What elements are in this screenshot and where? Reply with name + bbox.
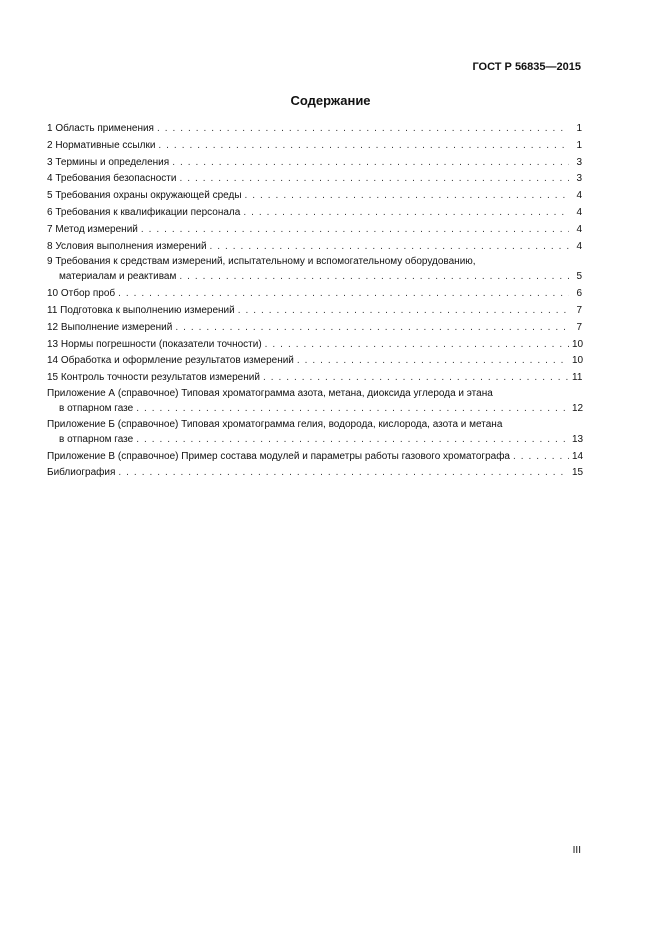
toc-entry-title: 12 Выполнение измерений (47, 321, 173, 333)
toc-entry-title: 14 Обработка и оформление результатов измерений (47, 355, 294, 367)
page-number: III (572, 845, 581, 856)
dot-leader (141, 222, 569, 239)
toc-page-number: 4 (576, 223, 582, 235)
dot-leader (210, 239, 569, 256)
toc-page-number: 1 (576, 123, 582, 134)
dot-leader (157, 121, 569, 138)
toc-page-number: 4 (576, 240, 582, 252)
toc-entry-title: 4 Требования безопасности (47, 173, 177, 185)
toc-entry-title: 15 Контроль точности результатов измерений (47, 372, 260, 384)
dot-leader (136, 432, 569, 449)
toc-page-number: 3 (576, 156, 582, 168)
toc-entry-title: 5 Требования охраны окружающей среды (47, 190, 242, 202)
toc-entry[interactable] (47, 353, 582, 370)
dot-leader (245, 188, 569, 205)
toc-entry[interactable] (47, 303, 582, 320)
toc-page-number: 12 (572, 402, 584, 414)
toc-entry-title: 1 Область применения (47, 123, 154, 134)
toc-entry[interactable] (47, 465, 582, 482)
toc-entry[interactable] (47, 121, 582, 138)
toc-entry[interactable] (47, 320, 582, 337)
toc-page-number: 13 (572, 433, 584, 445)
toc-entry-title: 9 Требования к средствам измерений, испытательному и вспомогательному оборудованию, (47, 256, 476, 268)
toc-entry[interactable] (47, 449, 582, 466)
toc-entry[interactable] (47, 286, 582, 303)
dot-leader (136, 401, 569, 418)
dot-leader (175, 320, 569, 337)
toc-entry[interactable] (47, 370, 582, 387)
toc-entry-title: Приложение В (справочное) Пример состава модулей и параметры работы газового хроматографа (47, 450, 510, 462)
toc-entry-title: Библиография (47, 467, 116, 479)
page-title: Содержание (290, 93, 371, 108)
toc-page-number: 4 (576, 190, 582, 202)
toc-entry-title: 11 Подготовка к выполнению измерений (47, 304, 235, 316)
toc-entry-title: 7 Метод измерений (47, 223, 138, 235)
dot-leader (238, 303, 569, 320)
toc-page-number: 7 (576, 321, 582, 333)
toc-entry[interactable] (47, 205, 582, 222)
toc-entry-title: в отпарном газе (59, 433, 134, 445)
toc-entry-title: 6 Требования к квалификации персонала (47, 206, 241, 218)
toc-page-number: 5 (576, 271, 582, 283)
toc-page-number: 10 (572, 338, 584, 350)
toc-page-number: 1 (576, 139, 582, 151)
toc-entry[interactable] (47, 155, 582, 172)
dot-leader (172, 155, 569, 172)
toc-entry[interactable] (47, 255, 582, 286)
toc-page-number: 7 (576, 304, 582, 316)
toc-entry[interactable] (47, 387, 582, 418)
toc-entry-title: 10 Отбор проб (47, 288, 116, 300)
toc-entry-title: Приложение А (справочное) Типовая хроматограмма азота, метана, диоксида углерода и этана (47, 387, 493, 399)
dot-leader (297, 353, 569, 370)
toc-entry-title: материалам и реактивам (59, 271, 177, 283)
toc-entry[interactable] (47, 418, 582, 449)
toc-entry-title: 8 Условия выполнения измерений (47, 240, 207, 252)
toc-page-number: 11 (572, 372, 583, 384)
dot-leader (263, 370, 569, 387)
toc-entry[interactable] (47, 239, 582, 256)
document-id: ГОСТ Р 56835—2015 (472, 61, 581, 73)
dot-leader (179, 171, 569, 188)
dot-leader (118, 465, 569, 482)
toc-entry-title: в отпарном газе (59, 402, 134, 414)
toc-page-number: 4 (576, 206, 582, 218)
table-of-contents (47, 121, 582, 482)
dot-leader (118, 286, 569, 303)
toc-page-number: 15 (572, 467, 584, 479)
dot-leader (158, 138, 569, 155)
toc-entry-title: Приложение Б (справочное) Типовая хроматограмма гелия, водорода, кислорода, азота и метана (47, 418, 503, 430)
toc-entry[interactable] (47, 188, 582, 205)
toc-page-number: 14 (572, 450, 584, 462)
toc-page-number: 3 (576, 173, 582, 185)
toc-entry[interactable] (47, 337, 582, 354)
toc-entry[interactable] (47, 138, 582, 155)
toc-page-number: 6 (576, 288, 582, 300)
toc-entry[interactable] (47, 222, 582, 239)
toc-entry[interactable] (47, 171, 582, 188)
toc-entry-title: 13 Нормы погрешности (показатели точности) (47, 338, 262, 350)
toc-entry-title: 3 Термины и определения (47, 156, 170, 168)
dot-leader (513, 449, 569, 466)
toc-entry-title: 2 Нормативные ссылки (47, 139, 156, 151)
dot-leader (179, 269, 569, 286)
toc-page-number: 10 (572, 355, 584, 367)
dot-leader (243, 205, 569, 222)
dot-leader (265, 337, 569, 354)
